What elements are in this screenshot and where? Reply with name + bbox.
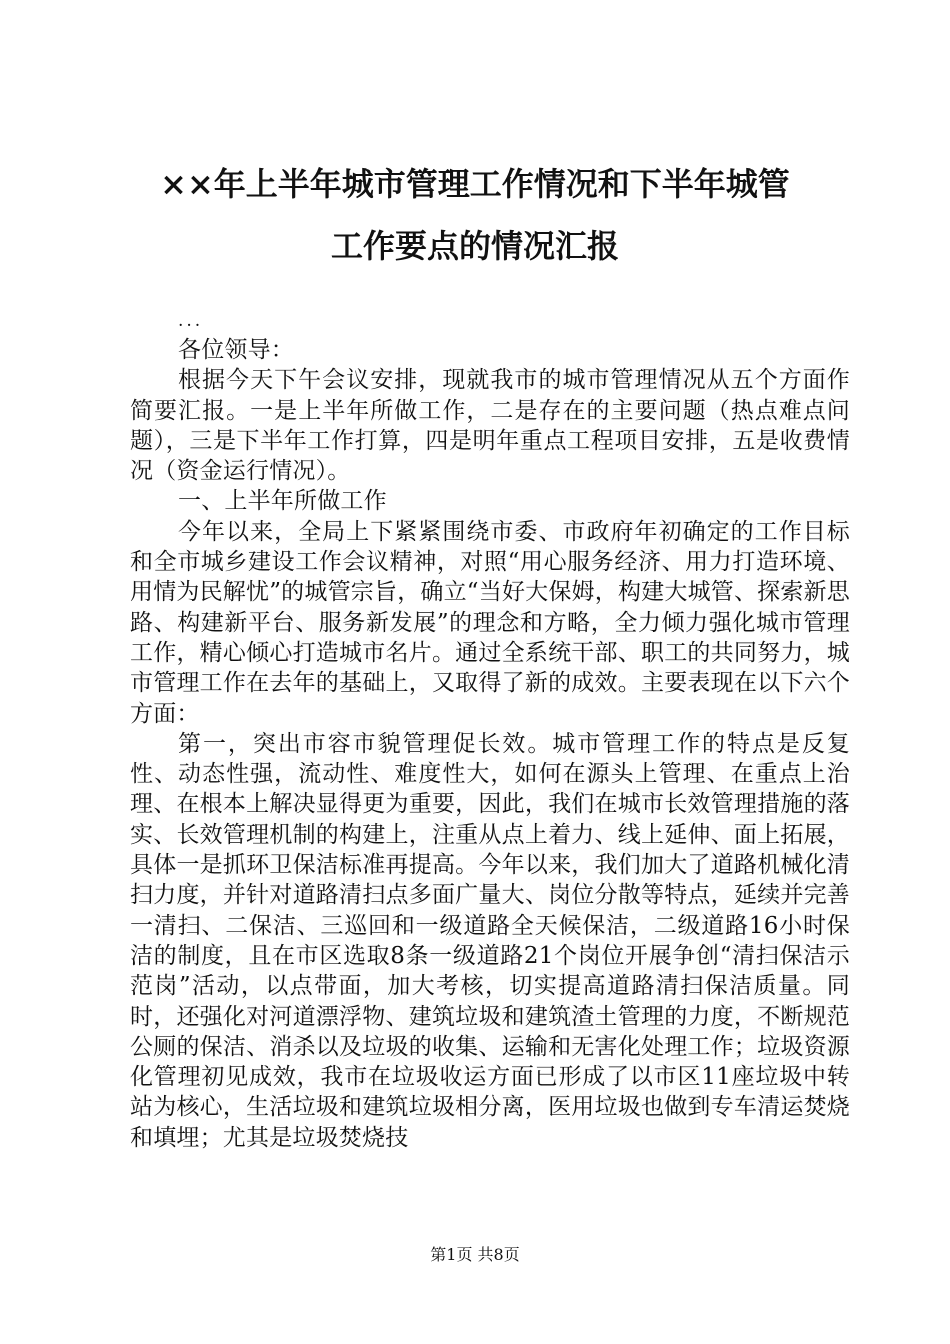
ellipsis-mark: ...	[178, 311, 204, 331]
section-heading: 一、上半年所做工作	[178, 488, 387, 515]
page-number-footer: 第1页 共8页	[430, 1245, 520, 1264]
paragraph-first-point: 第一，突出市容市貌管理促长效。城市管理工作的特点是反复性、动态性强，流动性、难度性大，如何在源头上管理、在重点上治理、在根本上解决显得更为重要，因此，我们在城市长效管理措施的落实、长效管理机制的构建上，注重从点上着力、线上延伸、面上拓展，具体一是抓环卫保洁标准再提高。今年以来，我们加大了道路机械化清扫力度，并针对道路清扫点多面广量大、岗位分散等特点，延续并完善一清扫、二保洁、三巡回和一级道路全天候保洁，二级道路16小时保洁的制度，且在市区选取8条一级道路21个岗位开展争创“清扫保洁示范岗”活动，以点带面，加大考核，切实提高道路清扫保洁质量。同时，还强化对河道漂浮物、建筑垃圾和建筑渣土管理的力度，不断规范公厕的保洁、消杀以及垃圾的收集、运输和无害化处理工作；垃圾资源化管理初见成效，我市在垃圾收运方面已形成了以市区11座垃圾中转站为核心，生活垃圾和建筑垃圾相分离，医用垃圾也做到专车清运焚烧和填埋；尤其是垃圾焚烧技	[130, 730, 850, 1151]
document-body	[130, 307, 850, 1153]
salutation: 各位领导：	[178, 337, 294, 363]
document-title-line-1: ××年上半年城市管理工作情况和下半年城管	[160, 165, 790, 203]
document-title-line-2: 工作要点的情况汇报	[330, 227, 619, 265]
paragraph-overview: 今年以来，全局上下紧紧围绕市委、市政府年初确定的工作目标和全市城乡建设工作会议精神，对照“用心服务经济、用力打造环境、用情为民解忧”的城管宗旨，确立“当好大保姆，构建大城管、探索新思路、构建新平台、服务新发展”的理念和方略，全力倾力强化城市管理工作，精心倾心打造城市名片。通过全系统干部、职工的共同努力，城市管理工作在去年的基础上，又取得了新的成效。主要表现在以下六个方面：	[130, 518, 850, 727]
paragraph-intro: 根据今天下午会议安排，现就我市的城市管理情况从五个方面作简要汇报。一是上半年所做工作，二是存在的主要问题（热点难点问题），三是下半年工作打算，四是明年重点工程项目安排，五是收费情况（资金运行情况）。	[130, 367, 850, 485]
